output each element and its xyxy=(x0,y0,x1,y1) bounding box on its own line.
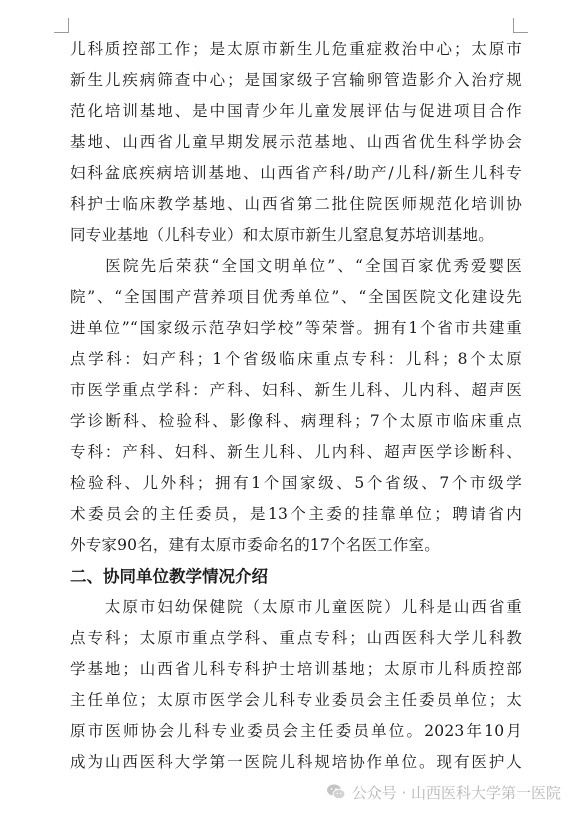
text-line: 外专家90名，建有太原市委命名的17个名医工作室。 xyxy=(70,536,440,554)
text-line: 点学科：妇产科；1个省级临床重点专科：儿科；8个太原 xyxy=(70,350,522,368)
text-line: 科护士临床教学基地、山西省第二批住院医师规范化培训协 xyxy=(70,195,522,213)
text-line: 院”、“全国围产营养项目优秀单位”、“全国医院文化建设先 xyxy=(70,288,522,306)
corner-mark-top-right xyxy=(513,18,528,33)
paragraph-intro xyxy=(70,34,522,251)
document-body xyxy=(70,34,522,778)
corner-mark-top-left xyxy=(54,18,69,33)
section-heading: 二、协同单位教学情况介绍 xyxy=(70,567,268,586)
text-line: 市医学重点学科：产科、妇科、新生儿科、儿内科、超声医 xyxy=(70,381,522,399)
paragraph-honors xyxy=(70,251,522,561)
text-line: 点专科；太原市重点学科、重点专科；山西医科大学儿科教 xyxy=(70,629,522,647)
text-line: 学基地；山西省儿科专科护士培训基地；太原市儿科质控部 xyxy=(70,660,522,678)
text-line: 医院先后荣获“全国文明单位”、“全国百家优秀爱婴医 xyxy=(70,257,522,275)
text-line: 检验科、儿外科；拥有1个国家级、5个省级、7个市级学 xyxy=(70,474,522,492)
watermark-text: 公众号 · 山西医科大学第一医院 xyxy=(351,783,561,802)
watermark xyxy=(326,780,561,804)
text-line: 术委员会的主任委员，是13个主委的挂靠单位；聘请省内 xyxy=(70,505,522,523)
text-line: 进单位”“国家级示范孕妇学校”等荣誉。拥有1个省市共建重 xyxy=(70,319,522,337)
text-line: 儿科质控部工作；是太原市新生儿危重症救治中心；太原市 xyxy=(70,40,522,58)
text-line: 太原市妇幼保健院（太原市儿童医院）儿科是山西省重 xyxy=(70,598,522,616)
wechat-icon xyxy=(326,783,346,801)
text-line: 妇科盆底疾病培训基地、山西省产科/助产/儿科/新生儿科专 xyxy=(70,164,522,182)
paragraph-section2 xyxy=(70,592,522,778)
text-line: 成为山西医科大学第一医院儿科规培协作单位。现有医护人 xyxy=(70,753,522,771)
text-line: 专科：产科、妇科、新生儿科、儿内科、超声医学诊断科、 xyxy=(70,443,522,461)
text-line: 范化培训基地、是中国青少年儿童发展评估与促进项目合作 xyxy=(70,102,522,120)
text-line: 原市医师协会儿科专业委员会主任委员单位。2023年10月 xyxy=(70,722,522,740)
text-line: 基地、山西省儿童早期发展示范基地、山西省优生科学协会 xyxy=(70,133,522,151)
text-line: 主任单位；太原市医学会儿科专业委员会主任委员单位；太 xyxy=(70,691,522,709)
text-line: 学诊断科、检验科、影像科、病理科；7个太原市临床重点 xyxy=(70,412,522,430)
text-line: 新生儿疾病筛查中心；是国家级子宫输卵管造影介入治疗规 xyxy=(70,71,522,89)
text-line: 同专业基地（儿科专业）和太原市新生儿窒息复苏培训基地。 xyxy=(70,226,494,244)
